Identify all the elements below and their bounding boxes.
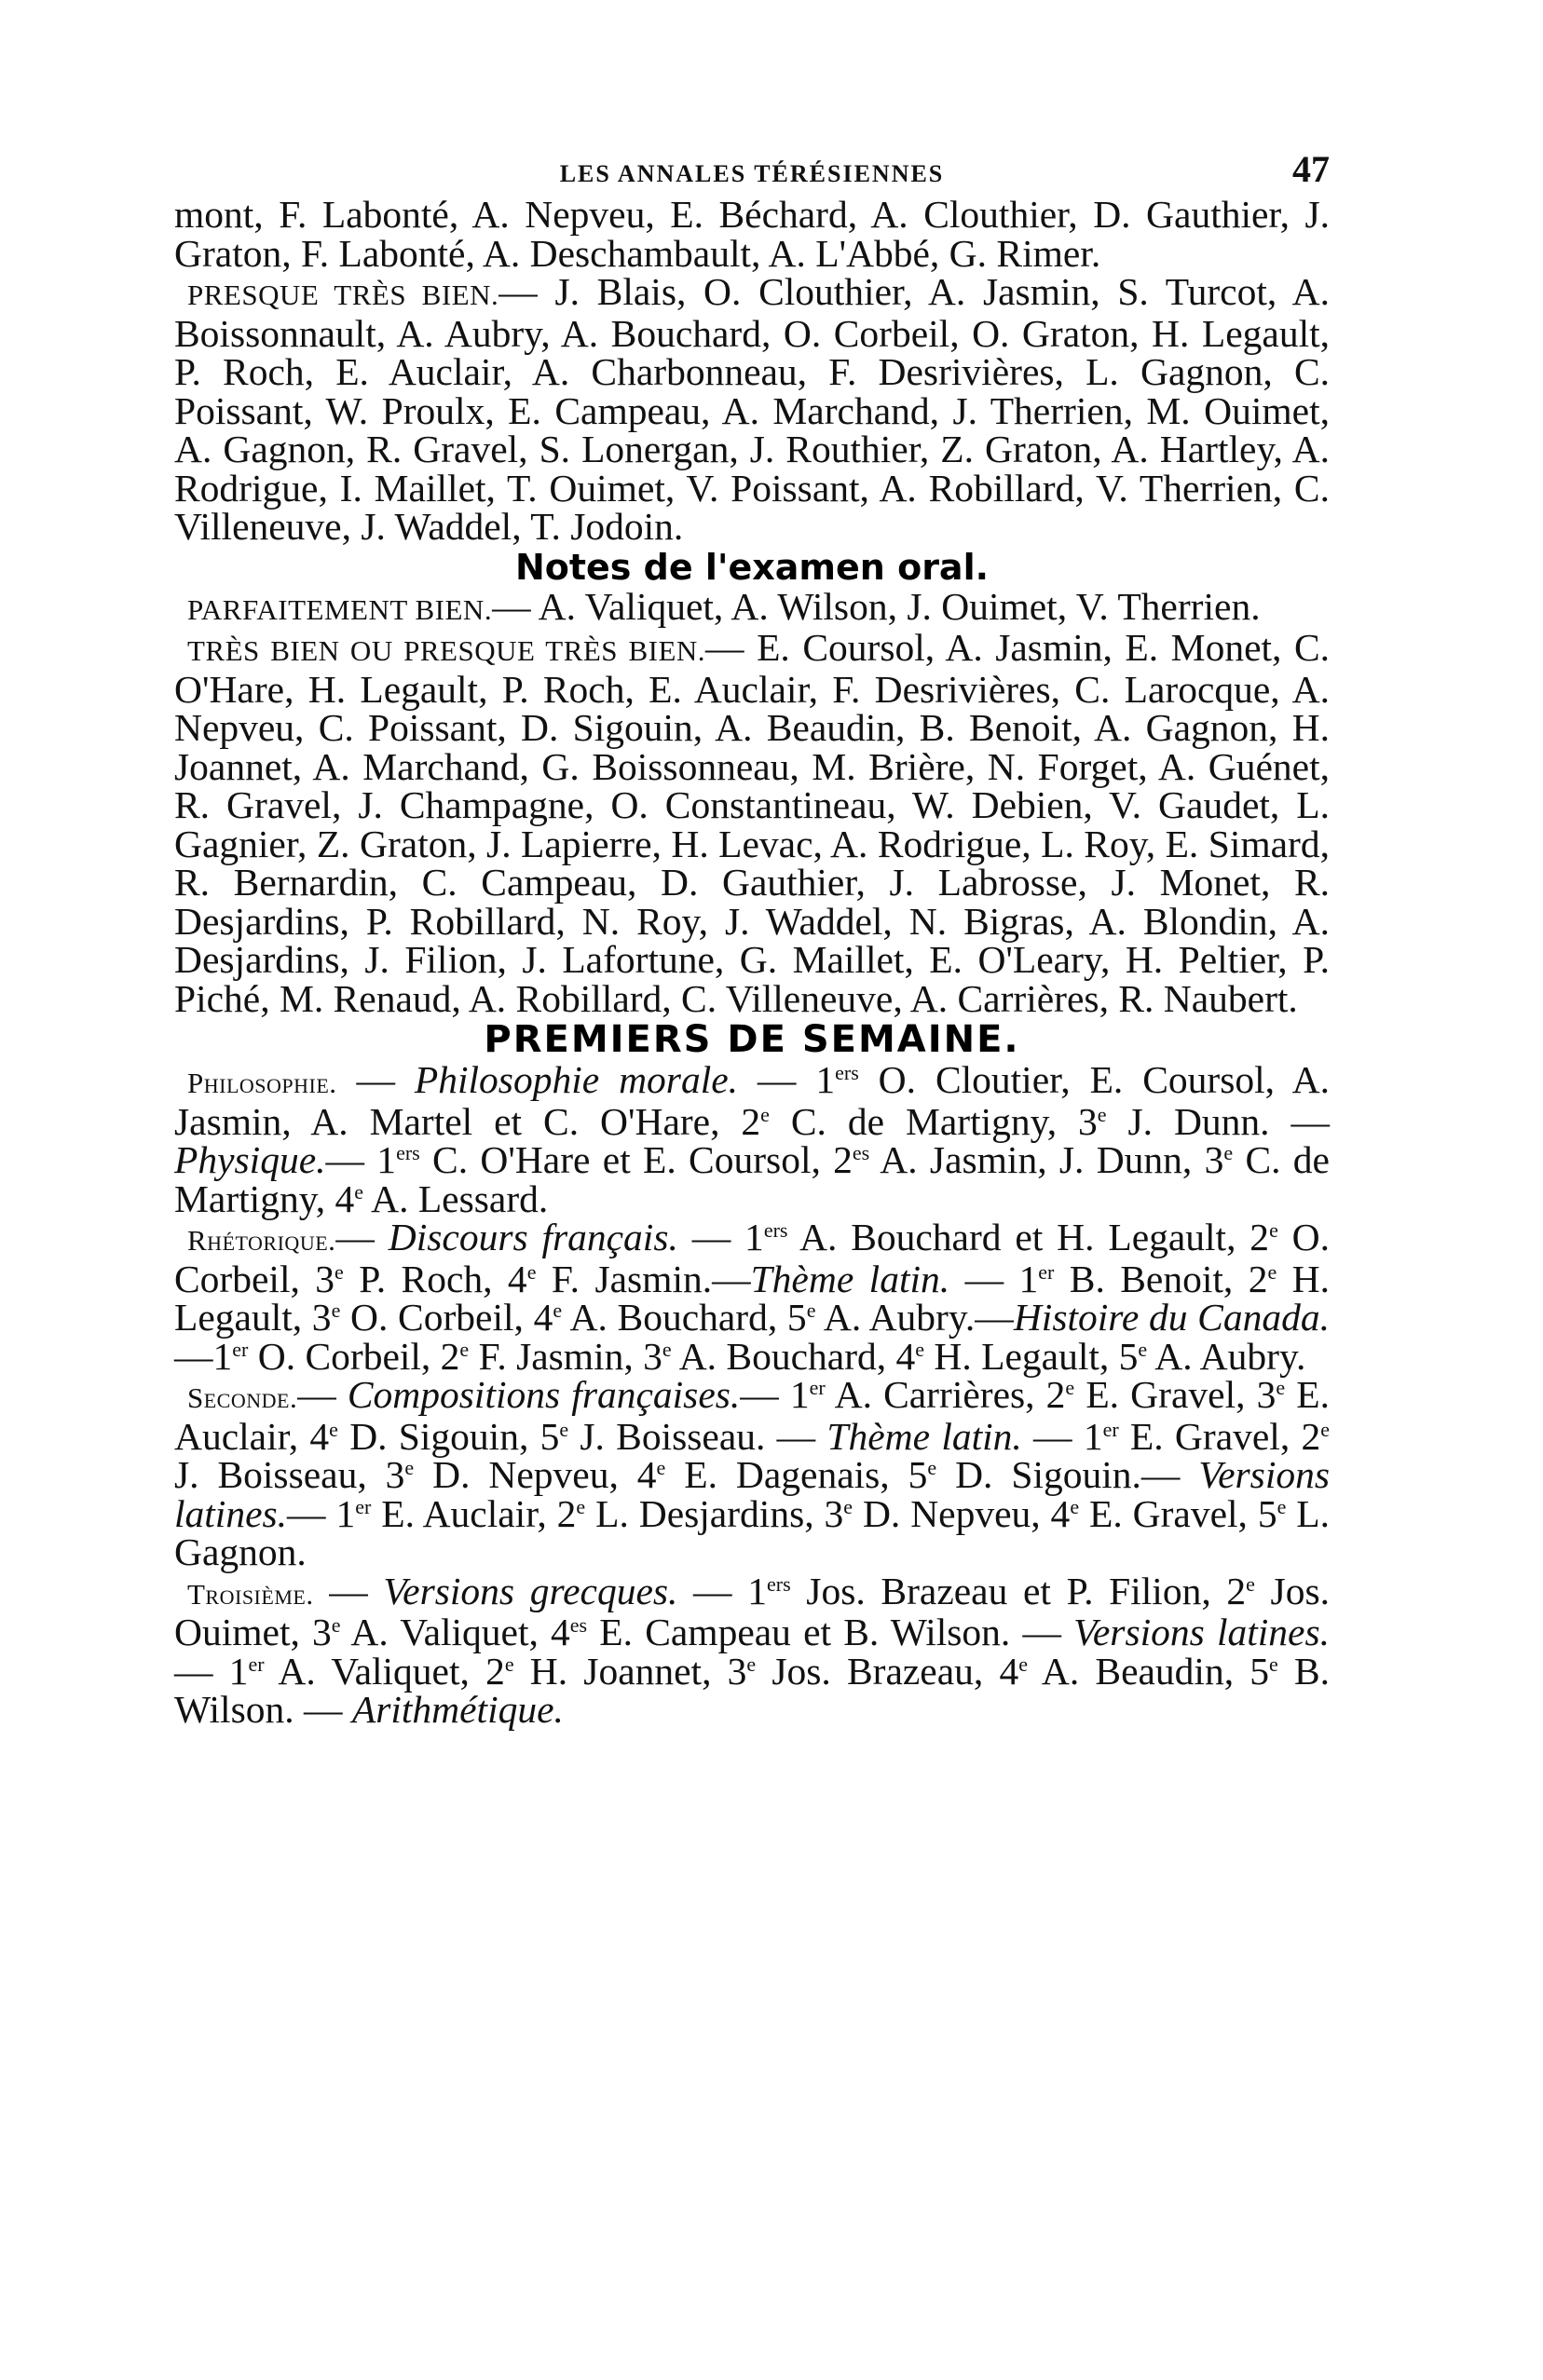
text-run: —1 [174,1334,233,1378]
ordinal-suffix: e [1018,1652,1028,1676]
ordinal-suffix: ers [396,1141,420,1164]
subject-title: Versions grecques. [383,1569,678,1612]
ordinal-suffix: e [331,1613,341,1637]
ordinal-suffix: e [331,1299,341,1322]
text-run: O. Cloutier, E. Coursol, A. Jasmin, A. Martel et C. O'Hare, 2 [174,1058,1331,1143]
paragraph-parfaitement-bien [174,584,1330,630]
subject-title: Versions latines. [1073,1611,1330,1653]
text-run: F. Jasmin, 3 [469,1334,662,1378]
text-run: Jos. Ouimet, 3 [174,1569,1330,1653]
text-run: A. Bouchard, 5 [562,1296,807,1339]
ordinal-suffix: e [553,1299,563,1322]
paragraph-rhetorique [174,1218,1330,1376]
class-label: Seconde. [187,1381,298,1414]
text-run: — 1 [325,1138,397,1181]
page-header [174,140,1330,196]
ordinal-suffix: e [1269,1218,1278,1242]
text-run: A. Aubry. [1147,1334,1306,1378]
text-run: O. Corbeil, 3 [174,1216,1331,1300]
text-run: J. Dunn. — [1106,1099,1330,1143]
page [174,140,1330,1730]
text-run: A. Valiquet, 4 [340,1611,570,1653]
heading-examen-oral: Notes de l'examen oral. [514,546,990,588]
text-run: E. Gravel, 2 [1118,1414,1321,1458]
ordinal-suffix: e [1246,1571,1255,1596]
text-run: F. Jasmin.— [536,1257,751,1300]
ordinal-suffix: e [1223,1141,1234,1164]
ordinal-suffix: ers [766,1571,791,1596]
text-run: — [297,1373,348,1416]
ordinal-suffix: er [1102,1417,1119,1441]
text-run: Jos. Brazeau et P. Filion, 2 [790,1569,1247,1612]
ordinal-suffix: er [355,1494,372,1518]
category-label: PRESQUE TRÈS BIEN. [187,279,499,311]
text-run: C. de Martigny, 3 [769,1099,1098,1143]
ordinal-suffix: e [559,1417,569,1441]
ordinal-suffix: e [576,1494,586,1518]
text-run: — [313,1569,384,1612]
ordinal-suffix: e [1320,1417,1330,1441]
ordinal-suffix: e [335,1259,344,1284]
paragraph-tres-bien [174,626,1330,1020]
text-run: E. Gravel, 3 [1074,1373,1277,1416]
paragraph-seconde [174,1373,1331,1573]
text-run: O. Corbeil, 2 [248,1334,460,1378]
text-run: D. Nepveu, 4 [414,1453,657,1496]
ordinal-suffix: e [927,1456,937,1479]
text-run: D. Nepveu, 4 [853,1491,1071,1535]
subject-title: Discours français. [388,1216,678,1258]
ordinal-suffix: er [809,1376,826,1399]
text-run: — 1 [949,1257,1039,1300]
ordinal-suffix: e [1267,1259,1277,1284]
ordinal-suffix: e [656,1456,666,1479]
text-run: A. Aubry.— [815,1296,1014,1339]
ordinal-suffix: e [662,1337,672,1361]
ordinal-suffix: e [354,1179,364,1204]
class-label: Troisième. [187,1577,314,1611]
ordinal-suffix: er [232,1337,249,1361]
ordinal-suffix: e [1097,1102,1107,1126]
category-label: TRÈS BIEN OU PRESQUE TRÈS BIEN. [187,634,706,667]
subject-title: Philosophie morale. [414,1058,739,1101]
ordinal-suffix: e [746,1652,757,1676]
text-run: O. Corbeil, 4 [340,1296,553,1339]
text-run: — 1 [287,1491,356,1535]
text-run: B. Wilson. — [174,1649,1331,1731]
text-run: — 1 [740,1373,810,1416]
text-run: P. Roch, 4 [343,1257,527,1300]
text-run: C. O'Hare et E. Coursol, 2 [419,1138,853,1181]
text-run: — 1 [677,1569,767,1612]
category-label: PARFAITEMENT BIEN. [187,592,493,626]
text-run: D. Sigouin.— [936,1453,1199,1496]
name-list: — E. Coursol, A. Jasmin, E. Monet, C. O'Hare, H. Legault, P. Roch, E. Auclair, F. Desrivières, C. Larocque, A. Nepveu, C. Poissant, D. Sigouin, A. Beaudin, B. Benoit, A. Gagnon, H. Joannet, A. Marchand, G. Boissonneau, M. Brière, N. Forget, A. Guénet, R. Gravel, J. Champagne, O. Constantineau, W. Debien, V. Gaudet, L. Gagnier, Z. Graton, J. Lapierre, H. Levac, A. Rodrigue, L. Roy, E. Simard, R. Bernardin, C. Campeau, D. Gauthier, J. Labrosse, J. Monet, R. Desjardins, P. Robillard, N. Roy, J. Waddel, N. Bigras, A. Blondin, A. Desjardins, J. Filion, J. Lafortune, G. Maillet, E. O'Leary, H. Peltier, P. Piché, M. Renaud, A. Robillard, C. Villeneuve, A. Carrières, R. Naubert. [174,626,1330,1020]
text-run: — 1 [174,1649,249,1693]
ordinal-suffix: es [569,1613,588,1637]
text-run: — [336,1058,415,1101]
ordinal-suffix: e [404,1456,415,1479]
text-run: J. Boisseau. — [568,1414,827,1458]
ordinal-suffix: ers [835,1061,859,1084]
text-run: A. Bouchard, 4 [671,1334,916,1378]
text-run: E. Dagenais, 5 [665,1453,928,1496]
text-run: H. Joannet, 3 [513,1649,747,1693]
ordinal-suffix: e [526,1259,537,1284]
ordinal-suffix: e [760,1102,770,1126]
text-run: Jos. Brazeau, 4 [756,1649,1019,1693]
ordinal-suffix: ers [763,1218,788,1242]
ordinal-suffix: e [1277,1494,1287,1518]
heading-premiers-de-semaine: PREMIERS DE SEMAINE. [484,1018,1020,1061]
text-run: E. Auclair, 4 [174,1373,1330,1458]
ordinal-suffix: e [843,1494,853,1518]
ordinal-suffix: es [852,1141,870,1164]
text-run: L. Desjardins, 3 [585,1491,844,1535]
text-run: — [335,1216,389,1258]
ordinal-suffix: e [459,1337,470,1361]
ordinal-suffix: e [504,1652,514,1676]
ordinal-suffix: e [1138,1337,1148,1361]
subject-title: Physique. [174,1138,326,1181]
text-run: A. Bouchard et H. Legault, 2 [787,1216,1270,1258]
paragraph-presque-tres-bien [174,270,1330,548]
text-run: B. Benoit, 2 [1054,1257,1268,1300]
text-run: E. Auclair, 2 [371,1491,577,1535]
text-run: A. Beaudin, 5 [1027,1649,1270,1693]
text-run: J. Boisseau, 3 [174,1453,405,1496]
ordinal-suffix: e [1269,1652,1278,1676]
subject-title: Thème latin. [826,1414,1022,1458]
text-run: A. Lessard. [363,1176,549,1220]
ordinal-suffix: e [915,1337,925,1361]
text-run: L. Gagnon. [174,1491,1331,1573]
ordinal-suffix: e [1065,1376,1075,1399]
subject-title: Thème latin. [750,1257,950,1300]
name-list: — A. Valiquet, A. Wilson, J. Ouimet, V. Therrien. [492,584,1261,628]
paragraph-troisieme [174,1569,1331,1731]
subject-title: Histoire du Canada. [1013,1296,1330,1339]
text-run: — 1 [1021,1414,1103,1458]
text-run: — 1 [738,1058,836,1101]
text-run: E. Gravel, 5 [1079,1491,1277,1535]
text-run: H. Legault, 5 [924,1334,1139,1378]
text-run: — 1 [677,1216,764,1258]
text-run: C. de Martigny, 4 [174,1138,1330,1220]
text-run: E. Campeau et B. Wilson. — [587,1611,1074,1653]
paragraph-philosophie [174,1058,1331,1220]
ordinal-suffix: er [1038,1259,1055,1284]
ordinal-suffix: er [248,1652,265,1676]
page-number: 47 [1292,148,1330,190]
text-run: A. Carrières, 2 [825,1373,1066,1416]
subject-title: Versions latines. [174,1453,1330,1535]
class-label: Rhétorique. [187,1224,336,1257]
text-run: A. Jasmin, J. Dunn, 3 [869,1138,1224,1181]
paragraph-continuation: mont, F. Labonté, A. Nepveu, E. Béchard, A. Clouthier, D. Gauthier, J. Graton, F. Labonté, A. Deschambault, A. L'Abbé, G. Rimer. [174,193,1330,275]
class-label: Philosophie. [187,1067,337,1099]
running-title: LES ANNALES TÉRÉSIENNES [559,160,945,187]
ordinal-suffix: e [1070,1494,1080,1518]
subject-title: Compositions françaises. [347,1373,741,1416]
text-run: D. Sigouin, 5 [337,1414,560,1458]
ordinal-suffix: e [329,1417,338,1441]
text-run: H. Legault, 3 [174,1257,1331,1339]
ordinal-suffix: e [806,1299,816,1322]
text-run: A. Valiquet, 2 [264,1649,505,1693]
subject-title: Arithmétique. [351,1688,564,1731]
name-list: — J. Blais, O. Clouthier, A. Jasmin, S. Turcot, A. Boissonnault, A. Aubry, A. Bouchard, O. Corbeil, O. Graton, H. Legault, P. Roch, E. Auclair, A. Charbonneau, F. Desrivières, L. Gagnon, C. Poissant, W. Proulx, E. Campeau, A. Marchand, J. Therrien, M. Ouimet, A. Gagnon, R. Gravel, S. Lonergan, J. Routhier, Z. Graton, A. Hartley, A. Rodrigue, I. Maillet, T. Ouimet, V. Poissant, A. Robillard, V. Therrien, C. Villeneuve, J. Waddel, T. Jodoin. [174,270,1330,548]
ordinal-suffix: e [1276,1376,1286,1399]
